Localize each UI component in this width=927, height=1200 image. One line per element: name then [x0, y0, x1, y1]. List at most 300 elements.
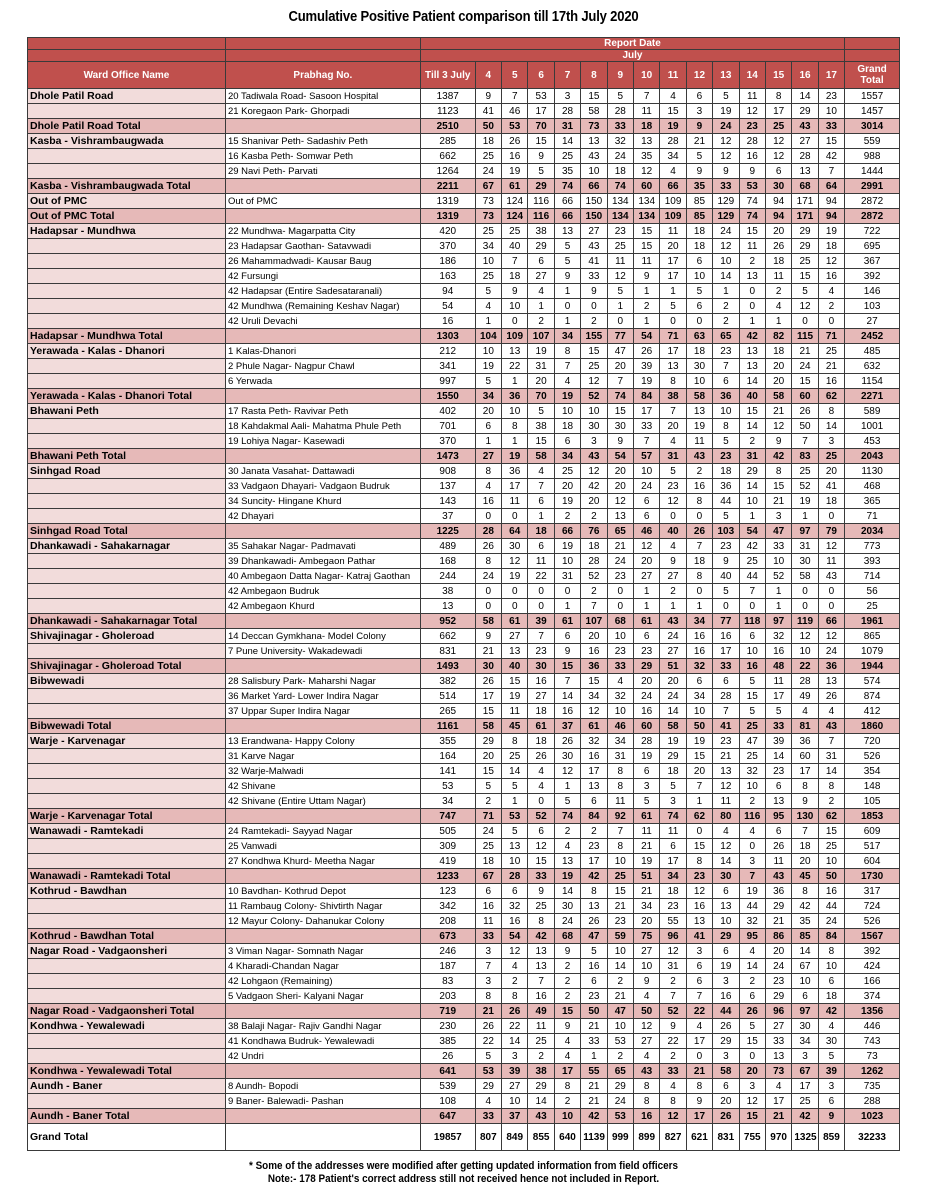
- daily-count-value: 12: [581, 464, 607, 479]
- daily-count-value: 5: [739, 704, 765, 719]
- till-3-july-value: 244: [420, 569, 475, 584]
- daily-count-value: 11: [633, 104, 659, 119]
- daily-count-value: 33: [607, 659, 633, 674]
- daily-count-value: 61: [554, 614, 580, 629]
- daily-count-value: 71: [818, 329, 844, 344]
- daily-count-value: 4: [765, 1079, 791, 1094]
- ward-total-row: [28, 119, 900, 134]
- daily-count-value: 16: [739, 149, 765, 164]
- grand-total-value: 632: [845, 359, 900, 374]
- daily-count-value: 2: [660, 974, 686, 989]
- daily-count-value: 54: [607, 449, 633, 464]
- daily-count-value: 42: [818, 149, 844, 164]
- header-blank: [845, 50, 900, 62]
- daily-count-value: 22: [686, 1004, 712, 1019]
- daily-count-value: 26: [765, 839, 791, 854]
- daily-count-value: 8: [818, 944, 844, 959]
- daily-count-value: 23: [765, 764, 791, 779]
- till-3-july-value: 19857: [420, 1124, 475, 1151]
- daily-count-value: 3: [660, 794, 686, 809]
- daily-count-value: 6: [554, 434, 580, 449]
- daily-count-value: 15: [739, 1034, 765, 1049]
- prabhag-name: 42 Ambegaon Khurd: [225, 599, 420, 614]
- ward-office-name: Aundh - Baner Total: [28, 1109, 226, 1124]
- daily-count-value: 66: [554, 194, 580, 209]
- daily-count-value: 12: [633, 539, 659, 554]
- daily-count-value: 5: [554, 254, 580, 269]
- daily-count-value: 3: [792, 1049, 818, 1064]
- daily-count-value: 27: [660, 644, 686, 659]
- daily-count-value: 8: [607, 764, 633, 779]
- header-blank: [225, 38, 420, 50]
- daily-count-value: 16: [581, 749, 607, 764]
- prabhag-name: 1 Kalas-Dhanori: [225, 344, 420, 359]
- daily-count-value: 13: [581, 134, 607, 149]
- daily-count-value: 16: [686, 479, 712, 494]
- cumulative-patient-table: [27, 37, 900, 1151]
- daily-count-value: 0: [502, 509, 528, 524]
- grand-total-value: 354: [845, 764, 900, 779]
- daily-count-value: 5: [502, 779, 528, 794]
- ward-office-name: Bibwewadi Total: [28, 719, 226, 734]
- daily-count-value: 6: [554, 629, 580, 644]
- daily-count-value: 9: [713, 554, 739, 569]
- daily-count-value: 18: [686, 344, 712, 359]
- daily-count-value: 109: [660, 194, 686, 209]
- daily-count-value: 47: [739, 734, 765, 749]
- daily-count-value: 5: [713, 434, 739, 449]
- prabhag-name: [225, 449, 420, 464]
- daily-count-value: 33: [765, 1034, 791, 1049]
- till-3-july-value: 309: [420, 839, 475, 854]
- daily-count-value: 37: [554, 719, 580, 734]
- daily-count-value: 9: [686, 1094, 712, 1109]
- grand-total-value: 1023: [845, 1109, 900, 1124]
- till-3-july-value: 662: [420, 629, 475, 644]
- table-row: [28, 479, 900, 494]
- table-row: [28, 599, 900, 614]
- daily-count-value: 10: [792, 974, 818, 989]
- daily-count-value: 849: [502, 1124, 528, 1151]
- prabhag-name: 4 Kharadi-Chandan Nagar: [225, 959, 420, 974]
- table-row: [28, 824, 900, 839]
- daily-count-value: 7: [528, 629, 554, 644]
- daily-count-value: 12: [818, 629, 844, 644]
- daily-count-value: 24: [607, 149, 633, 164]
- daily-count-value: 11: [528, 1019, 554, 1034]
- prabhag-name: 14 Deccan Gymkhana- Model Colony: [225, 629, 420, 644]
- daily-count-value: 24: [475, 164, 501, 179]
- daily-count-value: 7: [792, 434, 818, 449]
- daily-count-value: 2: [739, 794, 765, 809]
- daily-count-value: 39: [765, 734, 791, 749]
- grand-total-value: 25: [845, 599, 900, 614]
- daily-count-value: 97: [792, 1004, 818, 1019]
- daily-count-value: 13: [686, 914, 712, 929]
- daily-count-value: 42: [581, 869, 607, 884]
- daily-count-value: 17: [660, 854, 686, 869]
- daily-count-value: 8: [792, 779, 818, 794]
- daily-count-value: 4: [818, 704, 844, 719]
- daily-count-value: 96: [765, 1004, 791, 1019]
- grand-total-value: 2043: [845, 449, 900, 464]
- daily-count-value: 27: [581, 224, 607, 239]
- daily-count-value: 5: [660, 464, 686, 479]
- daily-count-value: 36: [502, 389, 528, 404]
- daily-count-value: 9: [633, 269, 659, 284]
- daily-count-value: 40: [502, 239, 528, 254]
- daily-count-value: 6: [713, 374, 739, 389]
- daily-count-value: 95: [765, 809, 791, 824]
- daily-count-value: 2: [554, 1094, 580, 1109]
- daily-count-value: 25: [607, 869, 633, 884]
- daily-count-value: 61: [633, 809, 659, 824]
- daily-count-value: 58: [792, 569, 818, 584]
- day-col-header: 12: [686, 62, 712, 89]
- daily-count-value: 17: [765, 1094, 791, 1109]
- daily-count-value: 47: [581, 929, 607, 944]
- daily-count-value: 29: [792, 224, 818, 239]
- daily-count-value: 25: [792, 254, 818, 269]
- daily-count-value: 19: [554, 539, 580, 554]
- daily-count-value: 19: [475, 359, 501, 374]
- grand-total-value: 32233: [845, 1124, 900, 1151]
- daily-count-value: 14: [554, 134, 580, 149]
- ward-office-name: Yerawada - Kalas - Dhanori Total: [28, 389, 226, 404]
- ward-office-name: Bhawani Peth Total: [28, 449, 226, 464]
- daily-count-value: 23: [607, 644, 633, 659]
- grand-total-value: 1356: [845, 1004, 900, 1019]
- till-3-july-value: 187: [420, 959, 475, 974]
- daily-count-value: 19: [686, 734, 712, 749]
- daily-count-value: 29: [660, 749, 686, 764]
- daily-count-value: 15: [792, 269, 818, 284]
- daily-count-value: 30: [686, 359, 712, 374]
- daily-count-value: 13: [633, 134, 659, 149]
- daily-count-value: 129: [713, 194, 739, 209]
- daily-count-value: 19: [502, 449, 528, 464]
- daily-count-value: 6: [792, 989, 818, 1004]
- daily-count-value: 10: [765, 554, 791, 569]
- till-3-july-value: 83: [420, 974, 475, 989]
- daily-count-value: 14: [818, 764, 844, 779]
- prabhag-name: 33 Vadgaon Dhayari- Vadgaon Budruk: [225, 479, 420, 494]
- table-row: [28, 764, 900, 779]
- daily-count-value: 24: [475, 569, 501, 584]
- daily-count-value: 13: [502, 344, 528, 359]
- daily-count-value: 42: [528, 929, 554, 944]
- grand-total-value: 526: [845, 749, 900, 764]
- daily-count-value: 116: [739, 809, 765, 824]
- daily-count-value: 33: [528, 869, 554, 884]
- prabhag-name: 42 Mundhwa (Remaining Keshav Nagar): [225, 299, 420, 314]
- ward-office-name: [28, 914, 226, 929]
- daily-count-value: 4: [739, 824, 765, 839]
- daily-count-value: 6: [528, 824, 554, 839]
- ward-office-name: [28, 509, 226, 524]
- daily-count-value: 8: [475, 554, 501, 569]
- ward-office-name: [28, 899, 226, 914]
- daily-count-value: 74: [660, 809, 686, 824]
- daily-count-value: 21: [713, 749, 739, 764]
- prabhag-name: 15 Shanivar Peth- Sadashiv Peth: [225, 134, 420, 149]
- daily-count-value: 7: [818, 164, 844, 179]
- till-3-july-value: 505: [420, 824, 475, 839]
- daily-count-value: 6: [713, 674, 739, 689]
- daily-count-value: 14: [502, 764, 528, 779]
- daily-count-value: 10: [686, 269, 712, 284]
- daily-count-value: 15: [475, 704, 501, 719]
- daily-count-value: 18: [660, 764, 686, 779]
- daily-count-value: 6: [528, 254, 554, 269]
- daily-count-value: 21: [581, 1019, 607, 1034]
- daily-count-value: 8: [502, 734, 528, 749]
- ward-office-name: [28, 434, 226, 449]
- ward-office-name: [28, 779, 226, 794]
- till-3-july-value: 489: [420, 539, 475, 554]
- daily-count-value: 24: [607, 1094, 633, 1109]
- ward-office-name: [28, 374, 226, 389]
- daily-count-value: 7: [502, 89, 528, 104]
- prabhag-name: [225, 1004, 420, 1019]
- daily-count-value: 25: [475, 149, 501, 164]
- ward-office-name: Bhawani Peth: [28, 404, 226, 419]
- grand-total-value: 714: [845, 569, 900, 584]
- prabhag-name: [225, 389, 420, 404]
- daily-count-value: 19: [528, 344, 554, 359]
- daily-count-value: 1: [475, 314, 501, 329]
- table-row: [28, 749, 900, 764]
- daily-count-value: 25: [475, 269, 501, 284]
- daily-count-value: 65: [713, 329, 739, 344]
- daily-count-value: 58: [660, 719, 686, 734]
- daily-count-value: 1: [502, 434, 528, 449]
- daily-count-value: 10: [475, 254, 501, 269]
- till-3-july-value: 1303: [420, 329, 475, 344]
- daily-count-value: 7: [686, 539, 712, 554]
- prabhag-name: 6 Yerwada: [225, 374, 420, 389]
- till-3-july-value: 137: [420, 479, 475, 494]
- daily-count-value: 27: [633, 1034, 659, 1049]
- daily-count-value: 46: [607, 719, 633, 734]
- daily-count-value: 25: [818, 449, 844, 464]
- daily-count-value: 8: [502, 989, 528, 1004]
- daily-count-value: 29: [528, 1079, 554, 1094]
- daily-count-value: 67: [475, 869, 501, 884]
- daily-count-value: 17: [660, 269, 686, 284]
- daily-count-value: 20: [765, 944, 791, 959]
- daily-count-value: 19: [554, 869, 580, 884]
- daily-count-value: 30: [554, 899, 580, 914]
- daily-count-value: 827: [660, 1124, 686, 1151]
- daily-count-value: 18: [528, 734, 554, 749]
- daily-count-value: 12: [739, 104, 765, 119]
- daily-count-value: 65: [607, 524, 633, 539]
- daily-count-value: 0: [818, 584, 844, 599]
- till-3-july-value: 246: [420, 944, 475, 959]
- daily-count-value: 11: [739, 89, 765, 104]
- daily-count-value: 94: [765, 209, 791, 224]
- daily-count-value: 42: [818, 1004, 844, 1019]
- daily-count-value: 73: [765, 1064, 791, 1079]
- daily-count-value: 1: [581, 1049, 607, 1064]
- daily-count-value: 24: [554, 914, 580, 929]
- daily-count-value: 3: [739, 854, 765, 869]
- daily-count-value: 9: [475, 629, 501, 644]
- daily-count-value: 8: [765, 89, 791, 104]
- daily-count-value: 2: [713, 299, 739, 314]
- daily-count-value: 17: [581, 854, 607, 869]
- daily-count-value: 19: [818, 224, 844, 239]
- till-3-july-value: 1550: [420, 389, 475, 404]
- daily-count-value: 41: [475, 104, 501, 119]
- daily-count-value: 0: [792, 584, 818, 599]
- till-3-july-value: 265: [420, 704, 475, 719]
- daily-count-value: 1: [633, 314, 659, 329]
- daily-count-value: 25: [502, 224, 528, 239]
- daily-count-value: 15: [739, 1109, 765, 1124]
- daily-count-value: 7: [686, 779, 712, 794]
- daily-count-value: 1: [502, 794, 528, 809]
- daily-count-value: 10: [686, 704, 712, 719]
- daily-count-value: 11: [765, 854, 791, 869]
- daily-count-value: 150: [581, 194, 607, 209]
- grand-total-value: 1001: [845, 419, 900, 434]
- daily-count-value: 8: [713, 419, 739, 434]
- ward-office-name: Shivajinagar - Gholeroad: [28, 629, 226, 644]
- till-3-july-value: 143: [420, 494, 475, 509]
- daily-count-value: 94: [818, 194, 844, 209]
- daily-count-value: 9: [554, 269, 580, 284]
- daily-count-value: 9: [818, 1109, 844, 1124]
- daily-count-value: 42: [739, 539, 765, 554]
- daily-count-value: 15: [633, 239, 659, 254]
- grand-total-value: 2991: [845, 179, 900, 194]
- grand-total-col-header: Grand Total: [845, 62, 900, 89]
- daily-count-value: 35: [633, 149, 659, 164]
- daily-count-value: 81: [792, 719, 818, 734]
- prabhag-name: 27 Kondhwa Khurd- Meetha Nagar: [225, 854, 420, 869]
- daily-count-value: 18: [792, 839, 818, 854]
- daily-count-value: 18: [633, 119, 659, 134]
- daily-count-value: 26: [713, 1109, 739, 1124]
- prabhag-name: [225, 869, 420, 884]
- daily-count-value: 14: [660, 704, 686, 719]
- grand-total-value: 468: [845, 479, 900, 494]
- daily-count-value: 16: [713, 629, 739, 644]
- day-col-header: 9: [607, 62, 633, 89]
- daily-count-value: 6: [528, 494, 554, 509]
- grand-total-value: 2872: [845, 194, 900, 209]
- daily-count-value: 4: [528, 764, 554, 779]
- daily-count-value: 20: [633, 914, 659, 929]
- daily-count-value: 58: [713, 1064, 739, 1079]
- daily-count-value: 6: [765, 779, 791, 794]
- daily-count-value: 8: [765, 464, 791, 479]
- grand-total-value: 412: [845, 704, 900, 719]
- daily-count-value: 4: [554, 1034, 580, 1049]
- daily-count-value: 43: [660, 614, 686, 629]
- till-3-july-value: 94: [420, 284, 475, 299]
- daily-count-value: 21: [686, 1064, 712, 1079]
- table-row: [28, 584, 900, 599]
- daily-count-value: 41: [686, 929, 712, 944]
- daily-count-value: 4: [607, 674, 633, 689]
- table-row: [28, 779, 900, 794]
- grand-total-value: 2271: [845, 389, 900, 404]
- daily-count-value: 21: [765, 494, 791, 509]
- ward-total-row: [28, 389, 900, 404]
- daily-count-value: 20: [581, 629, 607, 644]
- day-col-header: 14: [739, 62, 765, 89]
- daily-count-value: 51: [633, 869, 659, 884]
- prabhag-name: 24 Ramtekadi- Sayyad Nagar: [225, 824, 420, 839]
- ward-office-name: Dhankawadi - Sahakarnagar: [28, 539, 226, 554]
- daily-count-value: 28: [633, 734, 659, 749]
- daily-count-value: 74: [739, 194, 765, 209]
- ward-total-row: [28, 179, 900, 194]
- daily-count-value: 94: [818, 209, 844, 224]
- daily-count-value: 0: [502, 584, 528, 599]
- ward-office-name: Kondhwa - Yewalewadi: [28, 1019, 226, 1034]
- daily-count-value: 6: [475, 419, 501, 434]
- till-3-july-value: 402: [420, 404, 475, 419]
- daily-count-value: 11: [633, 254, 659, 269]
- daily-count-value: 21: [818, 359, 844, 374]
- daily-count-value: 5: [528, 404, 554, 419]
- daily-count-value: 66: [818, 614, 844, 629]
- daily-count-value: 23: [607, 569, 633, 584]
- daily-count-value: 970: [765, 1124, 791, 1151]
- daily-count-value: 9: [686, 164, 712, 179]
- prabhag-name: 3 Viman Nagar- Somnath Nagar: [225, 944, 420, 959]
- daily-count-value: 50: [818, 869, 844, 884]
- daily-count-value: 34: [581, 689, 607, 704]
- daily-count-value: 19: [554, 494, 580, 509]
- daily-count-value: 3: [739, 1079, 765, 1094]
- daily-count-value: 12: [633, 164, 659, 179]
- daily-count-value: 129: [713, 209, 739, 224]
- daily-count-value: 0: [528, 584, 554, 599]
- grand-total-value: 148: [845, 779, 900, 794]
- ward-office-name: Wanawadi - Ramtekadi Total: [28, 869, 226, 884]
- daily-count-value: 6: [581, 794, 607, 809]
- daily-count-value: 17: [633, 404, 659, 419]
- daily-count-value: 4: [765, 299, 791, 314]
- daily-count-value: 899: [633, 1124, 659, 1151]
- daily-count-value: 25: [475, 839, 501, 854]
- table-body: [28, 89, 900, 1151]
- footnote: Note:- 178 Patient's correct address still not received hence not included in Report.: [267, 1173, 660, 1185]
- daily-count-value: 17: [528, 104, 554, 119]
- daily-count-value: 24: [475, 824, 501, 839]
- till-3-july-value: 163: [420, 269, 475, 284]
- ward-office-name: [28, 479, 226, 494]
- daily-count-value: 1: [607, 299, 633, 314]
- table-row: [28, 224, 900, 239]
- daily-count-value: 8: [633, 1079, 659, 1094]
- daily-count-value: 2: [660, 584, 686, 599]
- daily-count-value: 2: [581, 584, 607, 599]
- daily-count-value: 95: [739, 929, 765, 944]
- daily-count-value: 0: [739, 284, 765, 299]
- ward-office-name: [28, 749, 226, 764]
- table-row: [28, 974, 900, 989]
- daily-count-value: 150: [581, 209, 607, 224]
- daily-count-value: 18: [528, 704, 554, 719]
- daily-count-value: 12: [713, 779, 739, 794]
- daily-count-value: 21: [765, 404, 791, 419]
